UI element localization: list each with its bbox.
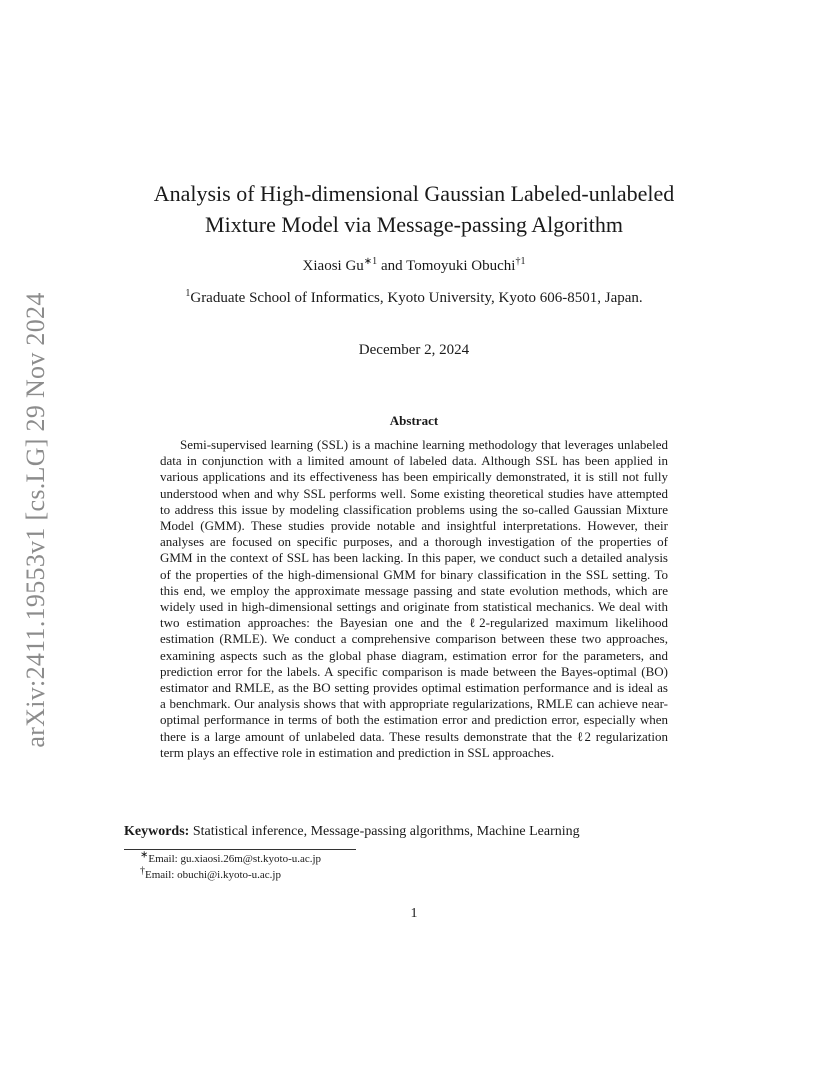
author-1-mark: ∗1: [363, 256, 378, 267]
footnote-text-1: Email: gu.xiaosi.26m@st.kyoto-u.ac.jp: [148, 853, 322, 865]
footnote-text-2: Email: obuchi@i.kyoto-u.ac.jp: [145, 869, 281, 881]
title-line-1: Analysis of High-dimensional Gaussian Labeled-unlabeled: [153, 181, 675, 206]
footnote-mark-2: †: [140, 865, 145, 877]
keywords-label: Keywords:: [124, 824, 190, 839]
footnote-mark-1: ∗: [140, 849, 149, 861]
page-number: 1: [410, 906, 418, 921]
authors: [120, 258, 708, 275]
footnote-email-1: [140, 849, 322, 865]
abstract-heading: Abstract: [389, 413, 439, 428]
paper-title: [120, 178, 708, 240]
keywords: [124, 824, 714, 840]
author-1: Xiaosi Gu: [302, 258, 364, 274]
affiliation-mark: 1: [185, 288, 191, 299]
arxiv-identifier: arXiv:2411.19553v1 [cs.LG] 29 Nov 2024: [21, 292, 50, 748]
author-2-mark: †1: [515, 256, 526, 267]
footnote-email-2: [140, 865, 281, 881]
abstract-body: Semi-supervised learning (SSL) is a machine learning methodology that leverages unlabeled data in conjunction with a limited amount of labeled data. Although SSL has been applied in various applications and its effectiveness has been empirically demonstrated, it is still not fully understood when and why SSL performs well. Some existing theoretical studies have attempted to address this issue by modeling classification problems using the so-called Gaussian Mixture Model (GMM). These studies provide notable and insightful interpretations. However, their analyses are focused on specific purposes, and a thorough investigation of the properties of GMM in the context of SSL has been lacking. In this paper, we conduct such a detailed analysis of the properties of the high-dimensional GMM for binary classification in the SSL setting. To this end, we employ the approximate message passing and state evolution methods, which are widely used in high-dimensional settings and originate from statistical mechanics. We deal with two estimation approaches: the Bayesian one and the ℓ2-regularized maximum likelihood estimation (RMLE). We conduct a comprehensive comparison between these two approaches, examining aspects such as the global phase diagram, estimation error for the parameters, and prediction error for the labels. A specific comparison is made between the Bayes-optimal (BO) estimator and RMLE, as the BO setting provides optimal estimation performance and is ideal as a benchmark. Our analysis shows that with appropriate regularizations, RMLE can achieve near-optimal performance in terms of both the estimation error and prediction error, especially when there is a large amount of unlabeled data. These results demonstrate that the ℓ2 regularization term plays an effective role in estimation and prediction in SSL approaches.: [160, 437, 668, 760]
title-line-2: Mixture Model via Message-passing Algorithm: [205, 212, 623, 237]
author-conjunction: and: [377, 258, 407, 274]
keywords-text: Statistical inference, Message-passing algorithms, Machine Learning: [189, 824, 580, 839]
affiliation-text: Graduate School of Informatics, Kyoto University, Kyoto 606-8501, Japan.: [190, 290, 643, 306]
author-2: Tomoyuki Obuchi: [406, 258, 516, 274]
paper-date: December 2, 2024: [358, 342, 470, 358]
affiliation: [100, 290, 728, 307]
footnote-rule: [124, 849, 356, 850]
